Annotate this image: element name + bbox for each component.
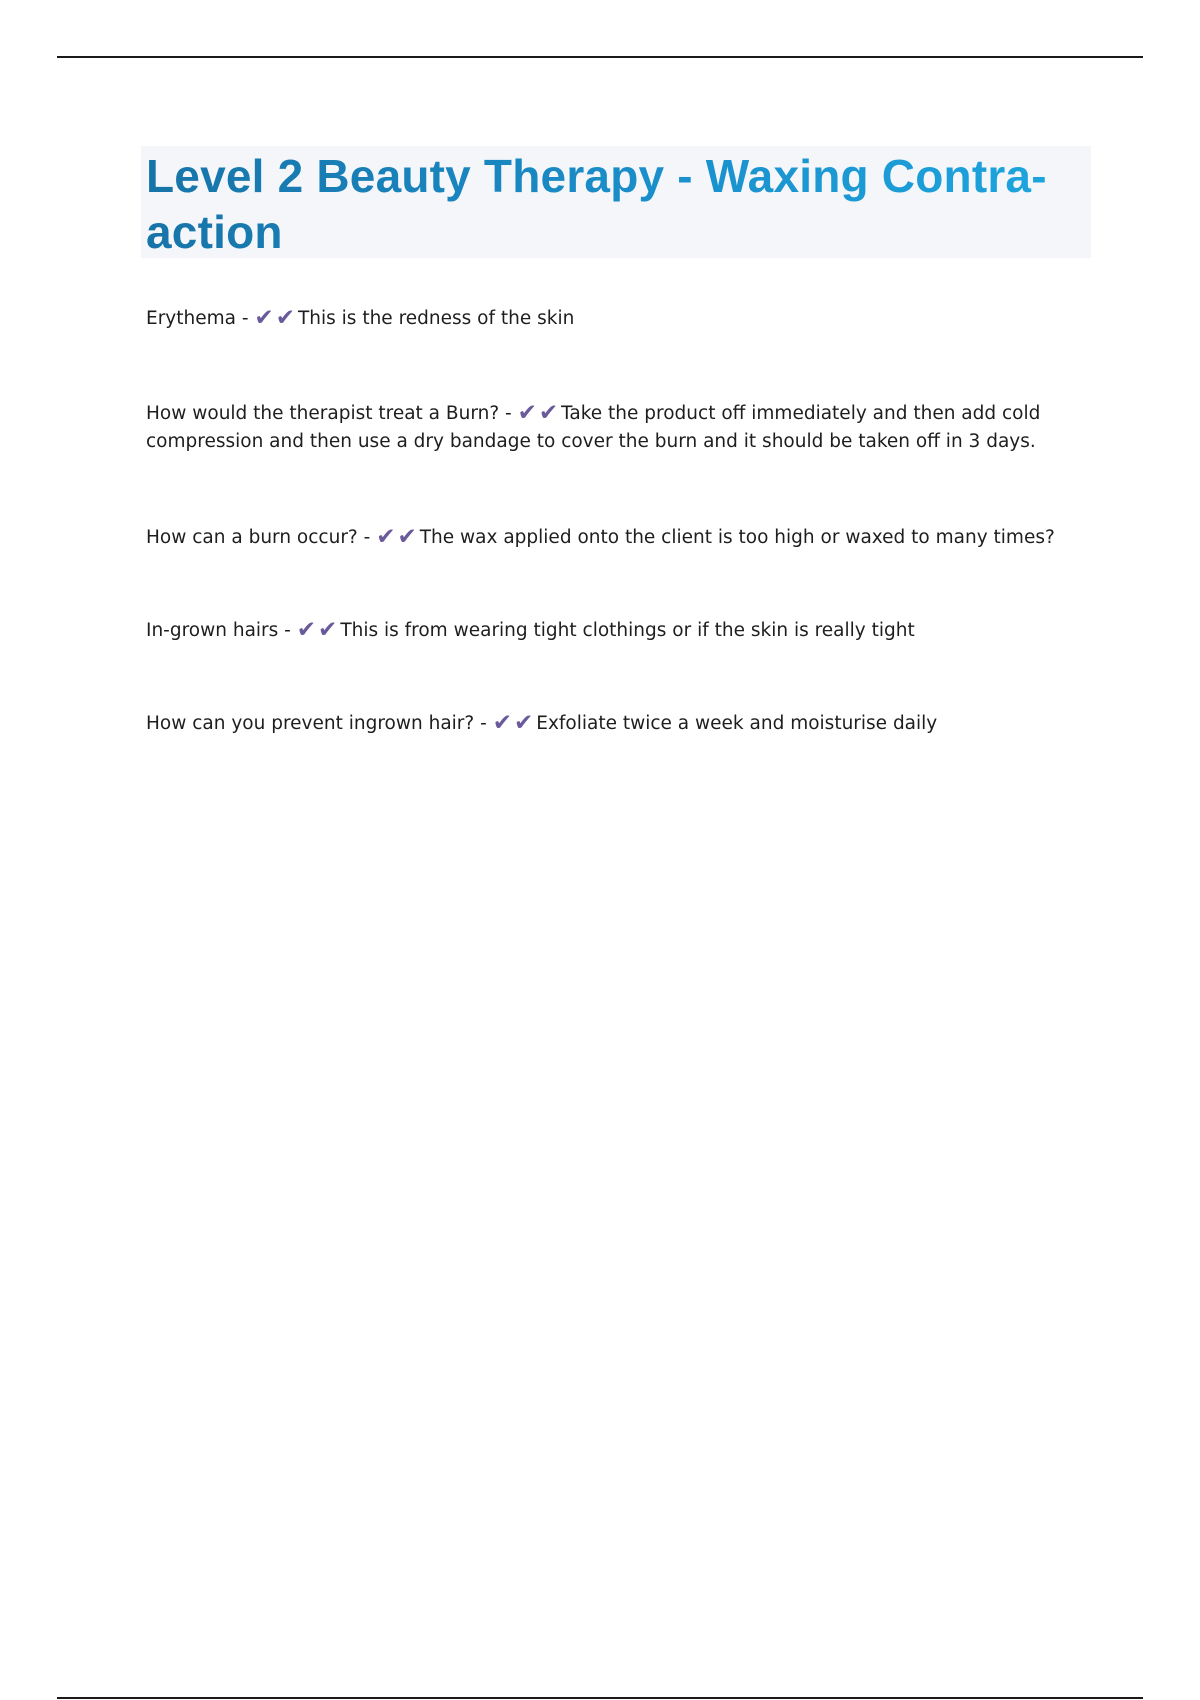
qa-answer: Take the product off immediately and then add cold compression and then use a dry bandage to cover the burn and it should be taken off in 3 days. — [146, 403, 1041, 452]
qa-question: Erythema - — [146, 308, 249, 329]
qa-question: How can you prevent ingrown hair? - — [146, 713, 487, 734]
check-mark-icon: ✔ — [254, 305, 274, 331]
check-mark-icon: ✔ — [376, 524, 396, 550]
qa-answer: Exfoliate twice a week and moisturise daily — [536, 713, 938, 734]
check-mark-icon: ✔ — [296, 617, 317, 643]
qa-item — [146, 616, 915, 645]
check-mark-icon: ✔ — [513, 710, 534, 736]
header-rule — [57, 56, 1143, 58]
qa-answer: The wax applied onto the client is too high or waxed to many times? — [419, 527, 1055, 548]
qa-item — [146, 304, 574, 333]
qa-item — [146, 709, 937, 738]
check-mark-icon: ✔ — [492, 710, 512, 736]
check-mark-icon: ✔ — [397, 524, 417, 550]
check-mark-icon: ✔ — [318, 617, 338, 643]
qa-item — [146, 399, 1066, 456]
qa-question: How would the therapist treat a Burn? - — [146, 403, 512, 424]
qa-question: In-grown hairs - — [146, 620, 291, 641]
qa-question: How can a burn occur? - — [146, 527, 371, 548]
title-banner — [141, 146, 1091, 258]
qa-answer: This is from wearing tight clothings or if the skin is really tight — [340, 620, 915, 641]
qa-item — [146, 523, 1055, 552]
check-mark-icon: ✔ — [275, 305, 295, 331]
check-mark-icon: ✔ — [538, 400, 559, 426]
qa-answer: This is the redness of the skin — [297, 308, 575, 329]
footer-rule — [57, 1697, 1143, 1699]
check-mark-icon: ✔ — [517, 400, 537, 426]
page-title: Level 2 Beauty Therapy - Waxing Contra-action — [146, 148, 1085, 260]
